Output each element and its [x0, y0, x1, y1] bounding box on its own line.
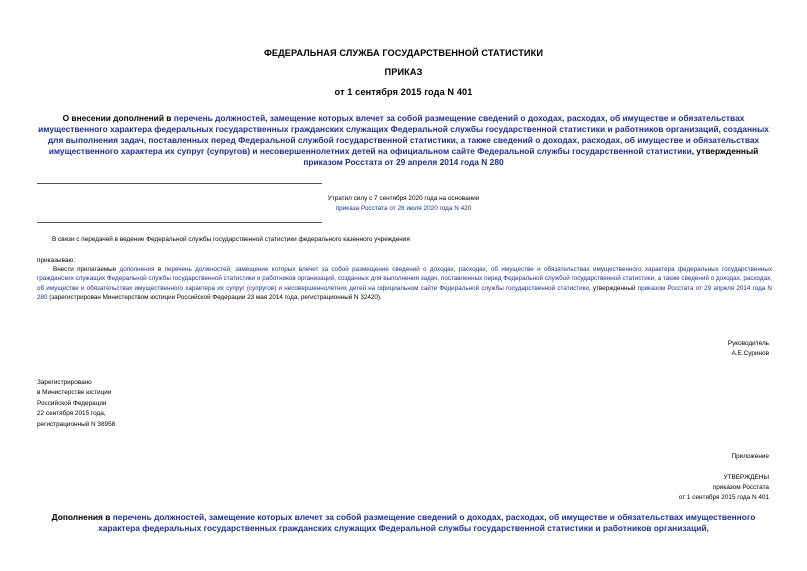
status-note: Утратил силу с 7 сентября 2020 года на основании: [327, 195, 480, 202]
separator-bottom: [37, 222, 322, 223]
title-link-order[interactable]: приказом Росстата от 29 апреля 2014 года N 280: [303, 157, 504, 167]
title-link-list[interactable]: перечень должностей, замещение которых влечет за собой размещение сведений о доходах, расходах, об имуществе и обязательствах имущественного характера федеральных государственных гражданских служащих Федеральной службы государственной статистики и работников организаций, созданных для выполнения задач, поставленных перед Федеральной службой государственной статистики, а также сведений о доходах, расходах, об имуществе и обязательствах имущественного характера их супруг (супругов) и несовершеннолетних детей на официальном сайте Федеральной службы государственной статистики: [38, 113, 769, 156]
registration-line-1: Зарегистрировано: [37, 379, 92, 386]
registration-line-4: 22 сентября 2015 года,: [37, 410, 106, 417]
paragraph-start: Внести прилагаемые: [53, 266, 120, 273]
document-type: ПРИКАЗ: [384, 67, 423, 77]
separator-top: [37, 183, 322, 184]
registration-line-2: в Министерстве юстиции: [37, 389, 112, 396]
main-paragraph: [37, 265, 772, 302]
appendix-label: Приложение: [731, 453, 769, 460]
intro-text: В связи с передачей в ведение Федеральной службы государственной статистики федерального казенного учреждения: [52, 236, 410, 243]
link-list-of-positions[interactable]: перечень должностей, замещение которых влечет за собой размещение сведений о доходах, расходах, об имуществе и обязательствах имущественного характера федеральных государственных гражданских служащих Федеральной службы государственной статистики и работников организаций, созданных для выполнения задач, поставленных перед Федеральной службой государственной статистики, а также сведений о доходах, расходах, об имуществе и обязательствах имущественного характера их супруг (супругов) и несовершеннолетних детей на официальном сайте Федеральной службы государственной статистики: [37, 266, 772, 292]
appendix-title-prefix: Дополнения в: [51, 512, 113, 522]
agency-name: ФЕДЕРАЛЬНАЯ СЛУЖБА ГОСУДАРСТВЕННОЙ СТАТИСТИКИ: [263, 48, 544, 58]
document-title: [36, 113, 771, 168]
registration-line-5: регистрационный N 38958: [37, 421, 116, 428]
appendix-by-order: приказом Росстата: [712, 484, 769, 491]
order-word: приказываю:: [37, 257, 75, 264]
paragraph-space: в: [154, 266, 165, 273]
signature-position: Руководитель: [727, 340, 769, 347]
document-date-number: от 1 сентября 2015 года N 401: [334, 87, 473, 97]
appendix-title: [36, 512, 771, 534]
appendix-date: от 1 сентября 2015 года N 401: [678, 494, 769, 501]
paragraph-middle: , утвержденный: [588, 284, 638, 292]
paragraph-end: (зарегистрирован Министерством юстиции Российской Федерации 23 мая 2014 года, регистрационный N 32420).: [47, 293, 382, 301]
title-prefix: О внесении дополнений в: [62, 113, 174, 123]
link-order-280[interactable]: приказом Росстата от 29 апреля 2014 года N 280: [37, 284, 772, 301]
appendix-approved: УТВЕРЖДЕНЫ: [723, 474, 769, 481]
registration-line-3: Российской Федерации: [37, 400, 107, 407]
status-link[interactable]: приказа Росстата от 28 июля 2020 года N 420: [335, 205, 472, 212]
appendix-title-link[interactable]: перечень должностей, замещение которых влечет за собой размещение сведений о доходах, расходах, об имуществе и обязательствах имущественного характера федеральных государственных гражданских служащих Федеральной службы государственной статистики и работников организаций,: [98, 512, 756, 533]
link-additions[interactable]: дополнения: [119, 266, 155, 273]
title-middle: , утвержденный: [691, 146, 759, 156]
signature-name: А.Е.Суринов: [731, 350, 769, 357]
